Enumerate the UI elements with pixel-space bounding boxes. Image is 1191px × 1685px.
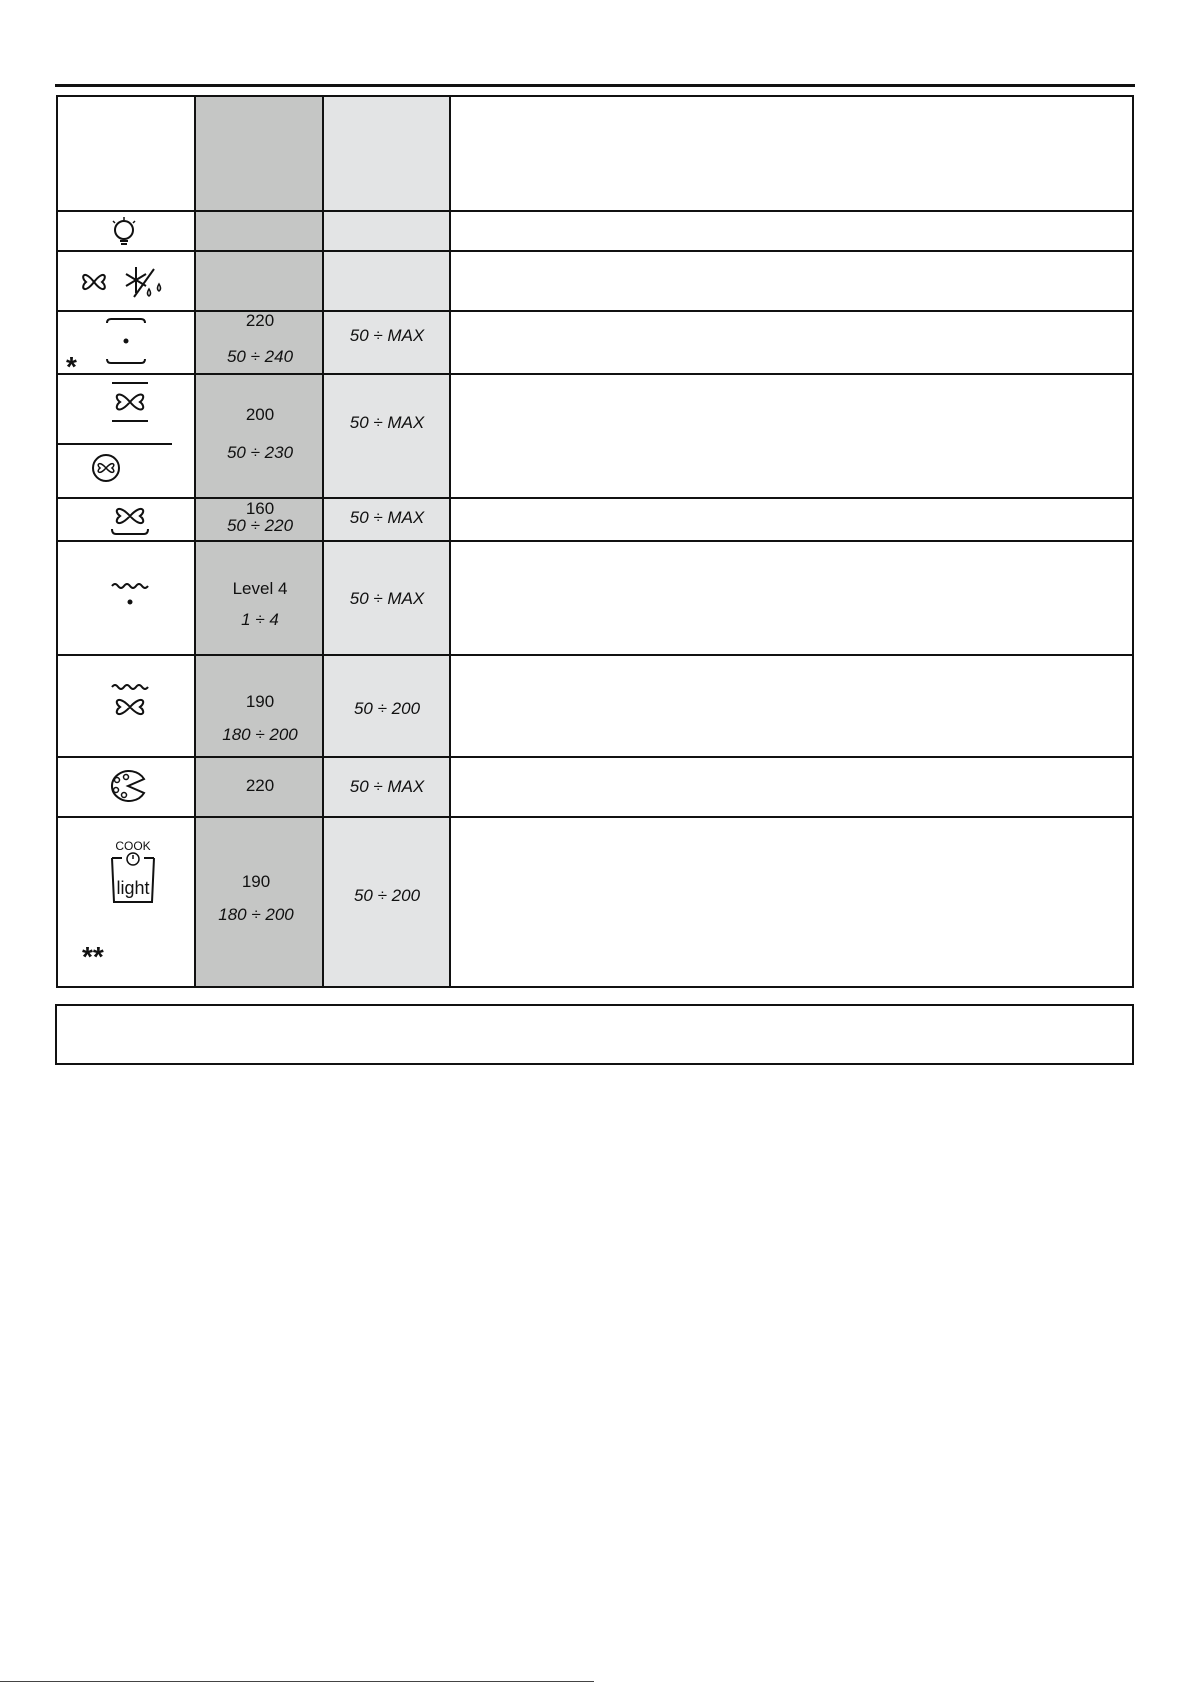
pizza-icon [104,769,150,808]
row-divider [58,540,1132,542]
adjustable-range: 50 ÷ MAX [349,413,425,432]
footnote-double-asterisk: ** [82,941,104,972]
fan-heat-icon [108,380,152,429]
fan-icon [90,452,122,489]
row-divider [58,756,1132,758]
adjustable-range: 50 ÷ MAX [349,508,425,527]
footnote-asterisk: * [66,351,77,382]
default-temp: 190 [245,692,275,711]
adjustable-range: 50 ÷ 200 [353,699,421,718]
fan-bottom-heat-icon [108,501,152,542]
oven-functions-table [56,95,1134,988]
icon-sub-divider [58,443,172,445]
adjustable-range: 50 ÷ 200 [353,886,421,905]
adjustable-range: 50 ÷ MAX [349,777,425,796]
cook-light-icon [104,838,162,913]
temp-range: 180 ÷ 200 [218,905,294,924]
temp-range: 50 ÷ 220 [226,516,294,535]
adjustable-range: 50 ÷ MAX [349,326,425,345]
row-divider [58,654,1132,656]
cook-label: COOK [115,839,151,853]
grill-icon [108,580,152,613]
light-label: light [116,878,150,898]
fan-grill-icon [108,682,152,727]
note-box [55,1004,1134,1065]
bottom-rule [0,1681,594,1682]
top-rule [55,84,1135,87]
adjustable-range: 50 ÷ MAX [349,589,425,608]
row-divider [58,250,1132,252]
temp-range: 50 ÷ 230 [226,443,294,462]
default-temp: Level 4 [232,579,288,598]
top-bottom-heat-icon [103,317,149,370]
default-temp: 220 [245,776,275,795]
temp-range: 50 ÷ 240 [226,347,294,366]
default-temp: 190 [241,872,271,891]
defrost-fan-icon [76,263,186,306]
row-divider [58,816,1132,818]
oven-light-icon [108,216,140,253]
default-temp: 200 [245,405,275,424]
row-divider [58,373,1132,375]
default-temp: 220 [245,311,275,330]
temp-range: 180 ÷ 200 [222,725,298,744]
default-temp: 160 [245,499,275,518]
temp-range: 1 ÷ 4 [241,610,279,629]
row-divider [58,210,1132,212]
